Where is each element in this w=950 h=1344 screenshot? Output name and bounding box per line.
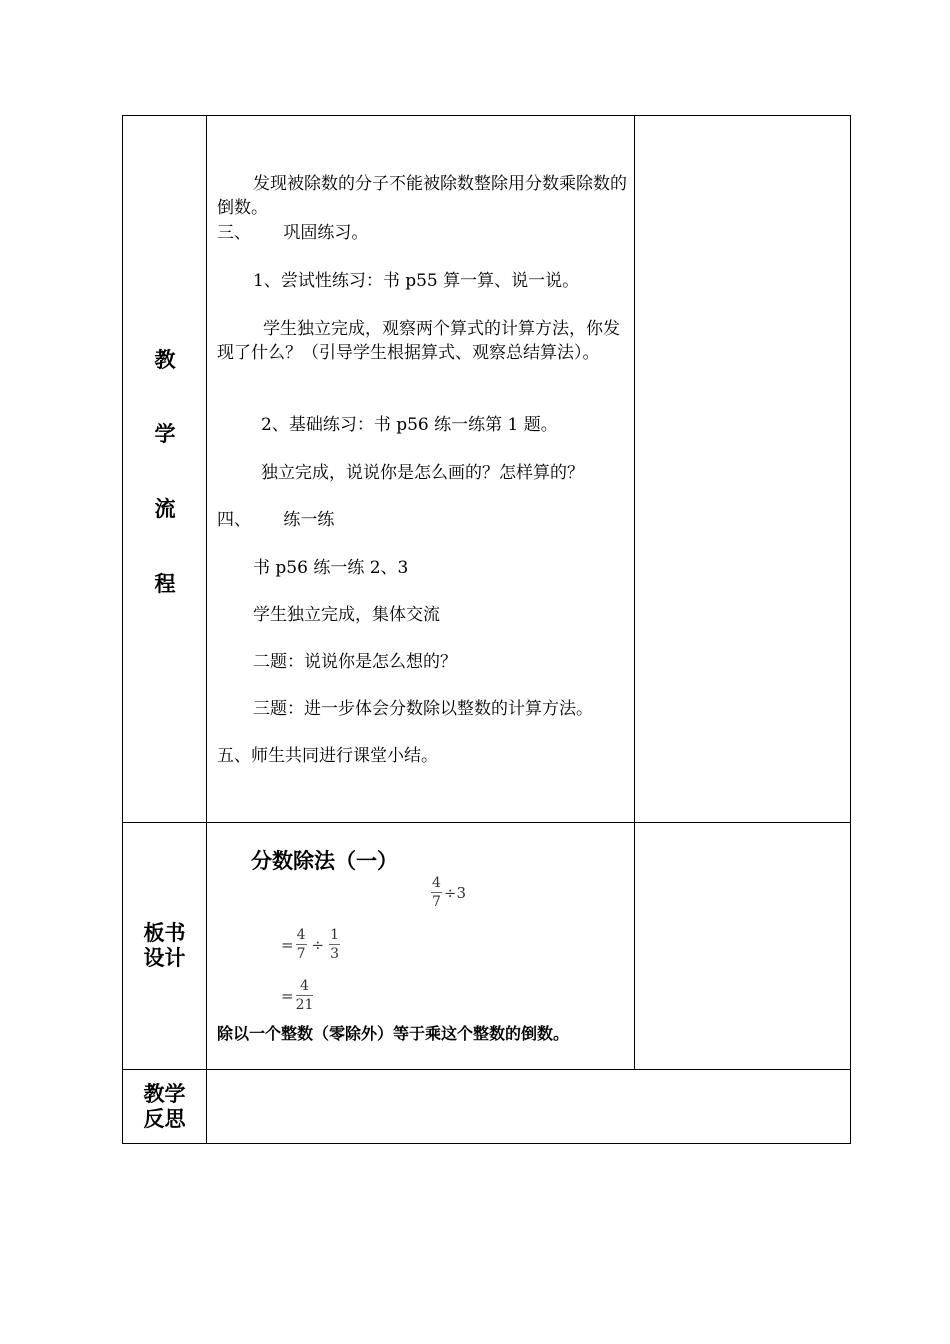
board-label-line: 板书 [143,921,186,945]
board-design-label-cell [123,823,207,1070]
divide-operator: ÷3 [443,884,467,902]
process-line: 独立完成，说说你是怎么画的？怎样算的？ [261,463,584,483]
label-char: 流 [154,497,176,521]
board-design-notes-cell [635,823,851,1070]
process-line: 2、基础练习：书 p56 练一练第 1 题。 [261,415,558,435]
fraction: $\frac{1}{3}$ [330,927,339,962]
teaching-process-content-cell [207,116,635,823]
equals-sign: = [281,936,294,954]
board-label-line: 设计 [143,946,186,970]
section-heading: 五、师生共同进行课堂小结。 [217,746,438,766]
teaching-process-row [123,116,851,823]
label-char: 教 [154,348,176,372]
reflection-label-cell [123,1070,207,1144]
board-design-row [123,823,851,1070]
process-line: 发现被除数的分子不能被除数整除用分数乘除数的倒数。 [217,174,627,218]
board-design-content-cell [207,823,635,1070]
equals-sign: = [281,987,294,1005]
process-line: 1、尝试性练习：书 p55 算一算、说一说。 [253,271,580,291]
expression-2 [281,927,340,963]
lesson-plan-table [122,115,851,1144]
label-char: 学 [154,422,176,446]
label-char: 程 [154,572,176,596]
section-heading: 三、 巩固练习。 [217,223,369,243]
board-title: 分数除法（一） [251,849,398,873]
expression-1 [431,875,466,911]
reflection-row [123,1070,851,1144]
process-line: 学生独立完成，集体交流 [253,605,440,625]
fraction: $\frac{4}{7}$ [296,927,306,962]
teaching-process-label-cell [123,116,207,823]
expression-3 [281,978,313,1014]
reflection-label-line: 教学 [143,1081,186,1106]
process-line: 二题：说说你是怎么想的？ [253,652,457,672]
section-heading: 四、 练一练 [217,510,335,530]
fraction: $\frac{4}{7}$ [432,875,441,910]
fraction: $\frac{4}{21}$ [295,978,314,1013]
process-line: 书 p56 练一练 2、3 [253,558,409,578]
process-line: 学生独立完成，观察两个算式的计算方法，你发现了什么？（引导学生根据算式、观察总结算法）。 [217,319,620,363]
process-line: 三题：进一步体会分数除以整数的计算方法。 [253,699,593,719]
reflection-label-line: 反思 [143,1106,186,1131]
divide-operator: ÷ [311,936,325,954]
division-rule: 除以一个整数（零除外）等于乘这个整数的倒数。 [217,1024,570,1043]
reflection-content-cell[interactable] [207,1070,851,1144]
